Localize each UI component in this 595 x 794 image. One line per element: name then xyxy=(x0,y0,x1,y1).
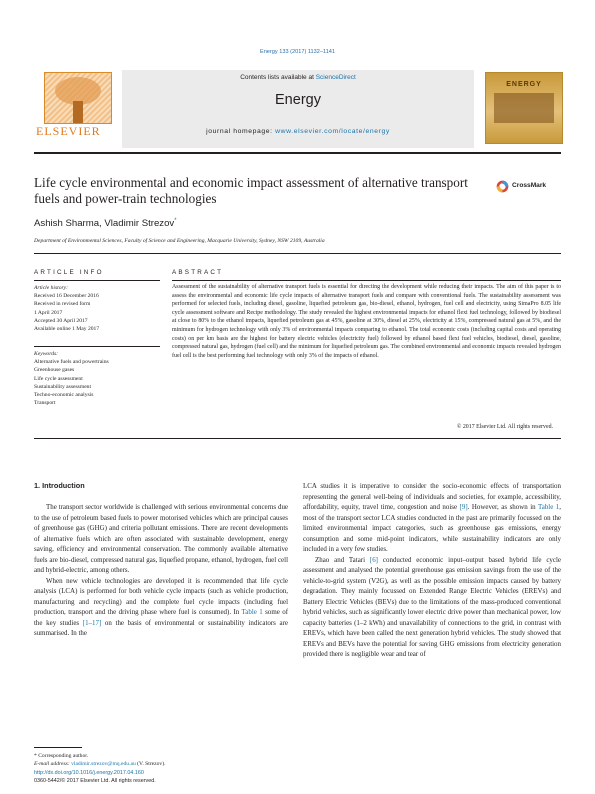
paragraph: The transport sector worldwide is challenged with serious environmental concerns due to the use of petroleum based fuels to power motorised vehicles which are principal causes of greenhouse gas (GHG) and criteria pollutant emissions. There are recent developments of alternative fuels which are often associated with sustainable development, energy saving, efficiency and environmental conservation. The commonly available alternative fuels are bio-diesel, compressed natural gas, liquefied propane, ethanol, hydrogen, fuel cell and hybrid-electric, among others. xyxy=(34,503,288,574)
email-suffix: (V. Strezov). xyxy=(135,761,166,767)
paragraph-text: on the basis of environmental or sustainability indicators are summarised. In the xyxy=(34,618,288,637)
title-rule xyxy=(34,253,561,254)
abstract-rule xyxy=(172,280,561,281)
contents-line xyxy=(122,74,474,81)
paragraph-text: conducted economic input–output based hybrid life cycle assessment and analysed the potential greenhouse gas emission savings from the use of the vehicle-to-grid system (V2G), as well as the possible emission impacts caused by battery degradation. They mainly focussed on Extended Range Electric Vehicles (EREVs) and Battery Electric Vehicles (BEVs) due to the limitations of the mass-produced conventional hybrid vehicles, such as significantly lower electric drive power than mechanical power, low capacity batteries (1–2 kWh) and unavailability of connections to the grid, in contrast with EREVs, which have been called the next generation hybrid vehicles. The study showed that EREVs and BEVs have the potential for saving GHG emissions from electricity generation provided there is negligible wear and tear of xyxy=(303,555,561,658)
author-list xyxy=(34,218,177,229)
journal-citation[interactable]: Energy 133 (2017) 1132–1141 xyxy=(259,49,336,55)
keyword-item: Life cycle assessment xyxy=(34,375,83,382)
authors-names: Ashish Sharma, Vladimir Strezov xyxy=(34,218,175,230)
cover-title: ENERGY xyxy=(506,81,542,88)
table-1-link[interactable]: Table 1 xyxy=(241,608,263,616)
journal-cover-image xyxy=(485,72,563,144)
abstract-bottom-rule xyxy=(34,438,561,439)
article-info-rule xyxy=(34,280,160,281)
reference-link[interactable]: [9] xyxy=(459,503,468,511)
footnote-rule xyxy=(34,747,82,748)
article-info-heading: ARTICLE INFO xyxy=(34,269,104,276)
footnote xyxy=(34,752,165,768)
article-title: Life cycle environmental and economic impact assessment of alternative transport fuels and power-train technologies xyxy=(34,175,468,206)
paragraph-text: some of the key studies xyxy=(34,608,289,627)
history-label: Article history: xyxy=(34,285,69,291)
keyword-item: Techno-economic analysis xyxy=(34,392,94,399)
corresponding-author-note: * Corresponding author. xyxy=(34,753,89,759)
paragraph-text: Zhao and Tatari xyxy=(315,555,370,564)
paragraph-text: . However, as shown in xyxy=(467,503,538,511)
paragraph-text: When new vehicle technologies are developed it is recommended that life cycle analysis (LCA) is performed for both vehicle cycle impacts (such as vehicle production, manufacturing and recycling) and the complete fuel cycle impacts (including fuel production, transport and the driving phase where fuel is consumed). In xyxy=(34,576,288,616)
masthead-rule xyxy=(34,152,561,154)
journal-title: Energy xyxy=(275,92,321,108)
keywords-rule xyxy=(34,346,160,347)
reference-link[interactable]: [6] xyxy=(369,555,378,564)
crossmark-label: CrossMark xyxy=(512,182,547,189)
contents-prefix: Contents lists available at xyxy=(240,74,316,81)
abstract-text: Assessment of the sustainability of alternative transport fuels is essential for directing the development while reducing their impacts. The aim of this paper is to assess the environmental and economic life cycle impacts of alternative transport fuels and compare with conventional fuels. The sustainability assessment was performed for selected fuels, including diesel, gasoline, liquefied petroleum gas, bio-diesel, ethanol, hydrogen, fuel cell and electricity, using SimaPro 8.05 life cycle assessment software and Recipe methodology. The study revealed the highest environmental impacts for ethanol flexi fuel technology, followed by biodiesel at close to 80% to the ethanol impacts, liquefied petroleum gas at 45%, gasoline at 30%, diesel at 25%, electricity at 15%, compressed natural gas at 5%, and the minimum for hydrogen technology with only 3% of environmental impacts comparing to ethanol. The total economic costs (including capital costs and operating costs) on per km basis are the highest for battery electric vehicles (electricity fuel) followed by ethanol based flexi fuel vehicles, biodiesel, diesel, gasoline, compressed natural gas, hydrogen (fuel cell) and the minimum for liquefied petroleum gas. The combined environmental and economic impacts revealed hydrogen fuel cell is the best performing fuel technology with only 3% of the impacts of ethanol. xyxy=(172,284,561,359)
body-left-column xyxy=(34,502,288,639)
doi-link[interactable]: http://dx.doi.org/10.1016/j.energy.2017.04.160 xyxy=(34,770,144,776)
publisher-name: ELSEVIER xyxy=(36,124,101,138)
abstract-copyright: © 2017 Elsevier Ltd. All rights reserved. xyxy=(456,424,553,430)
paragraph-text: LCA studies it is imperative to consider the socio-economic effects of transportation representing the general well-being of individuals and societies, for example, accessibility, affordability, equity, travel time, congestion and noise xyxy=(303,482,561,511)
history-item: 1 April 2017 xyxy=(34,309,63,316)
paragraph xyxy=(34,576,288,639)
keywords-label: Keywords: xyxy=(34,351,59,357)
article-history xyxy=(34,284,160,333)
keywords xyxy=(34,350,160,407)
body-right-column xyxy=(303,481,561,660)
email-link[interactable]: vladimir.strezov@mq.edu.au xyxy=(71,761,136,767)
paragraph xyxy=(303,481,561,555)
history-item: Received in revised form xyxy=(34,301,91,308)
paragraph xyxy=(303,555,561,660)
history-item: Accepted 30 April 2017 xyxy=(34,317,88,324)
elsevier-tree-logo xyxy=(44,72,112,124)
email-label: E-mail address: xyxy=(34,761,72,767)
abstract-heading: ABSTRACT xyxy=(172,269,224,276)
history-item: Received 16 December 2016 xyxy=(34,293,99,300)
journal-homepage xyxy=(122,128,474,135)
paragraph-text: , most of the transport sector LCA studies conducted in the past are primarily focussed on the limited environmental impact categories, such as greenhouse gas emissions, energy consumption and some mid-point indicators, while sustainability indicators are only included in a very few studies. xyxy=(303,503,561,553)
crossmark-badge[interactable] xyxy=(496,180,558,194)
reference-link[interactable]: [1–17] xyxy=(82,618,102,627)
section-heading-introduction: 1. Introduction xyxy=(34,481,85,490)
keyword-item: Alternative fuels and powertrains xyxy=(34,359,109,366)
journal-masthead xyxy=(122,70,474,148)
page-footer xyxy=(34,770,156,785)
history-item: Available online 1 May 2017 xyxy=(34,326,100,333)
crossmark-icon xyxy=(496,180,509,193)
email-line xyxy=(34,760,165,768)
affiliation: Department of Environmental Sciences, Faculty of Science and Engineering, Macquarie University, Sydney, NSW 2109, Australia xyxy=(34,238,325,244)
homepage-prefix: journal homepage: xyxy=(206,128,276,135)
keyword-item: Transport xyxy=(34,400,56,407)
rights-line: 0360-5442/© 2017 Elsevier Ltd. All rights reserved. xyxy=(34,777,156,784)
homepage-link[interactable]: www.elsevier.com/locate/energy xyxy=(275,128,390,135)
keyword-item: Sustainability assessment xyxy=(34,383,92,390)
corresponding-author-mark[interactable]: * xyxy=(174,218,177,224)
keyword-item: Greenhouse gases xyxy=(34,367,75,374)
table-1-link[interactable]: Table 1 xyxy=(537,503,560,511)
sciencedirect-link[interactable]: ScienceDirect xyxy=(315,74,356,81)
